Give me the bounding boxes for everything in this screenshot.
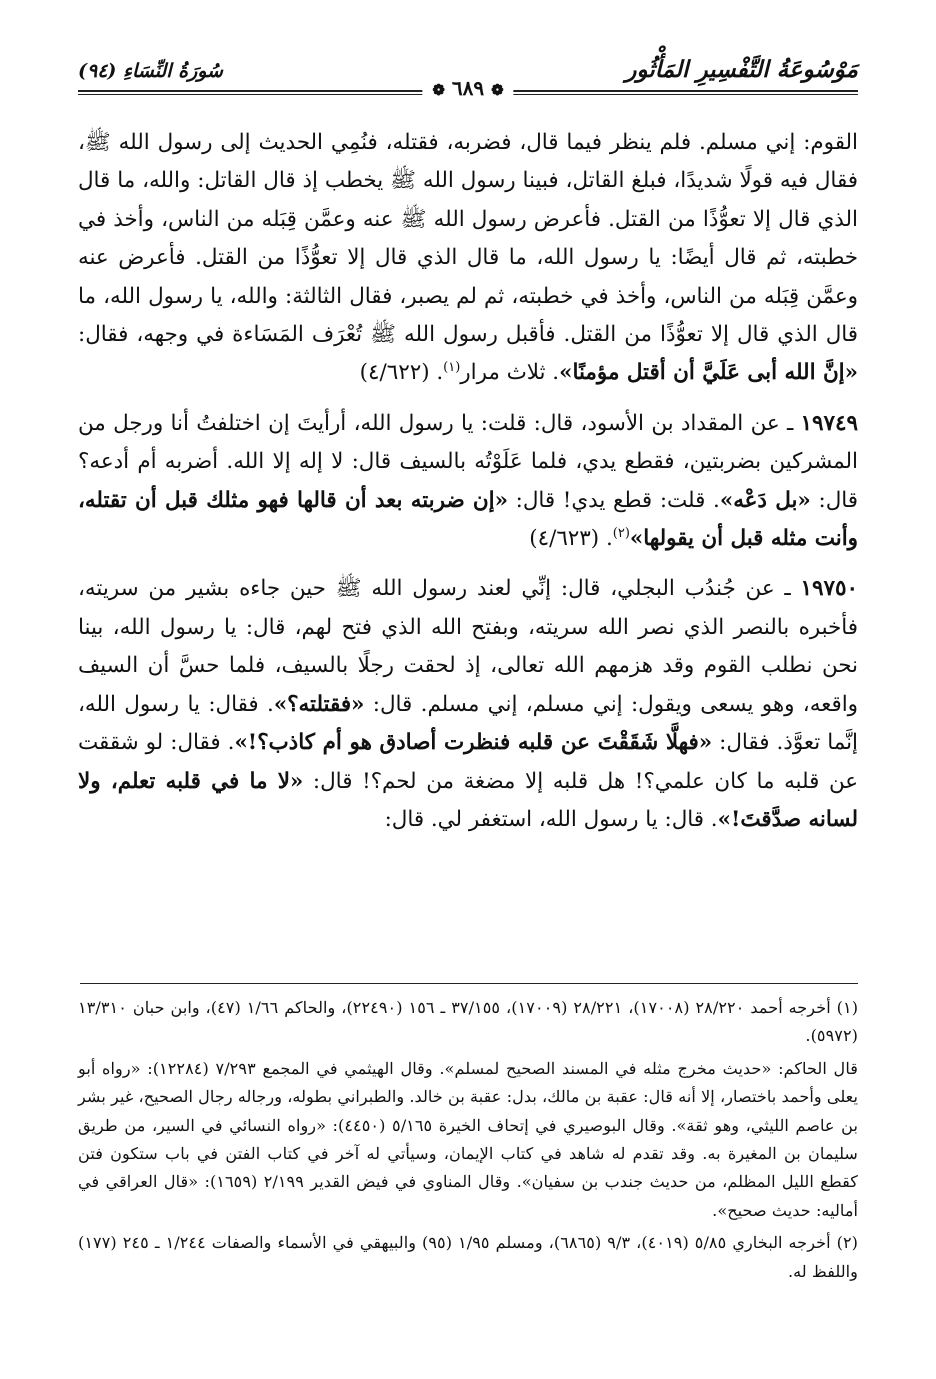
footnote-1: (١) أخرجه أحمد ٢٨/٢٢٠ (١٧٠٠٨)، ٢٨/٢٢١ (١٧٠٠٩)، ٣٧/١٥٥ ـ ١٥٦ (٢٢٤٩٠)، والحاكم ١/٦٦ (٤٧)، وابن حبان ١٣/٣١٠ (٥٩٧٢). (78, 998, 859, 1046)
volume-reference: . (٤/٦٢٣) (529, 526, 613, 552)
paragraph-text: ـ عن جُندُب البجلي، قال: إنِّي لعند رسول الله ﷺ حين جاءه بشير من سريته، فأخبره بالنصر الذي نصر الله سريته، وبفتح الله الذي فتح لهم، قال: يا رسول الله، بينا نحن نطلب القوم وقد هزمهم الله تعالى، إذ لحقت رجلًا بالسيف، فلما حسَّ أن السيف واقعه، وهو يسعى ويقول: إني مسلم، إني مسلم. قال: (78, 576, 858, 717)
hadith-number: ١٩٧٤٩ (800, 410, 858, 436)
hadith-19750 (78, 570, 858, 839)
footnote-1-commentary: قال الحاكم: «حديث مخرج مثله في المسند الصحيح لمسلم». وقال الهيثمي في المجمع ٧/٢٩٣ (١٢٢٨٤): «رواه أبو يعلى وأحمد باختصار، إلا أنه قال: عقبة بن مالك، بدل: عقبة بن خالد. والطبراني بطوله، ورجاله رجال الصحيح، غير بشر بن عاصم الليثي، وهو ثقة». وقال البوصيري في إتحاف الخيرة ٥/١٦٥ (٤٤٥٠): «رواه النسائي في السير، من طريق سليمان بن المغيرة به. وقد تقدم له شاهد في كتاب الإيمان، وسيأتي له آخر في كتاب الفتن في باب ستكون فتن كقطع الليل المظلم، من حديث جندب بن سفيان». وقال المناوي في فيض القدير ٢/١٩٩ (١٦٥٩): «قال العراقي في أماليه: حديث صحيح». (78, 1058, 858, 1220)
hadith-quote: «لا ما في قلبه تعلم، ولا لسانه صدَّقتَ!» (78, 768, 858, 832)
footnote-ref: (٢) (612, 525, 630, 541)
hadith-quote: «فقتلته؟» (273, 691, 365, 717)
hadith-quote: «إنَّ الله أبى عَلَيَّ أن أقتل مؤمنًا» (559, 360, 858, 386)
footnote-2: (٢) أخرجه البخاري ٥/٨٥ (٤٠١٩)، ٩/٣ (٦٨٦٥)، ومسلم ١/٩٥ (٩٥) والبيهقي في الأسماء والصفات ١/٢٤٤ ـ ٢٤٥ (١٧٧) واللفظ له. (78, 1233, 858, 1281)
footnote-ref: (١) (443, 360, 461, 376)
paragraph-text: . قلت: قطع يدي! قال: (507, 487, 720, 513)
paragraph-text: . فقال: يا رسول الله، إنَّما تعوَّذ. فقال: (78, 691, 859, 756)
book-title: مَوْسُوعَةُ التَّفْسِيرِ المَأْثُور (625, 56, 858, 83)
paragraph-text: . قال: يا رسول الله، استغفر لي. قال: (384, 806, 718, 832)
page-number-box (422, 76, 513, 100)
hadith-quote: «بل دَعْه» (719, 487, 811, 513)
hadith-19749 (78, 405, 858, 559)
paragraph-text: القوم: إني مسلم. فلم ينظر فيما قال، فضربه، فقتله، فنُمِي الحديث إلى رسول الله ﷺ، فقال فيه قولًا شديدًا، فبلغ القاتل، فبينا رسول الله ﷺ يخطب إذ قال القاتل: والله، ما قال الذي قال إلا تعوُّذًا من القتل. فأعرض رسول الله ﷺ عنه وعمَّن قِبَله من الناس، وأخذ في خطبته، ثم قال أيضًا: يا رسول الله، ما قال الذي قال إلا تعوُّذًا من القتل. فأعرض عنه وعمَّن قِبَله من الناس، وأخذ في خطبته، ثم لم يصبر، فقال الثالثة: والله، يا رسول الله، ما قال الذي قال إلا تعوُّذًا من القتل. فأقبل رسول الله ﷺ تُعْرَف المَسَاءة في وجهه، فقال: (78, 130, 858, 348)
paragraph-text: . ثلاث مرار (460, 360, 560, 386)
paragraph-continuation (78, 124, 858, 393)
ornament-right-icon: ❁ (491, 81, 504, 99)
ornament-left-icon: ❁ (432, 81, 445, 99)
page-header (78, 52, 858, 104)
paragraph-text: . فقال: لو شققت عن قلبه ما كان علمي؟! هل قلبه إلا مضغة من لحم؟! قال: (78, 730, 859, 794)
hadith-quote: «فهلَّا شَقَقْتَ عن قلبه فنظرت أصادق هو أم كاذب؟!» (234, 730, 713, 756)
paragraph-text: ـ عن المقداد بن الأسود، قال: قلت: يا رسول الله، أرأيتَ إن اختلفتُ أنا ورجل من المشركين بضربتين، فقطع يدي، فلما عَلَوْتُه بالسيف قال: لا إله إلا الله. أضربه أم أدعه؟ قال: (78, 410, 858, 513)
page-number: ٦٨٩ (451, 76, 485, 100)
hadith-number: ١٩٧٥٠ (800, 576, 858, 602)
footnotes (78, 994, 858, 1286)
volume-reference: . (٤/٦٢٢) (359, 360, 444, 386)
surah-title: سُورَةُ النِّسَاءِ (٩٤) (78, 60, 223, 82)
main-text (78, 124, 858, 839)
hadith-quote: «إن ضربته بعد أن قالها فهو مثلك قبل أن تقتله، وأنت مثله قبل أن يقولها» (78, 487, 858, 552)
footnote-divider (80, 983, 858, 984)
